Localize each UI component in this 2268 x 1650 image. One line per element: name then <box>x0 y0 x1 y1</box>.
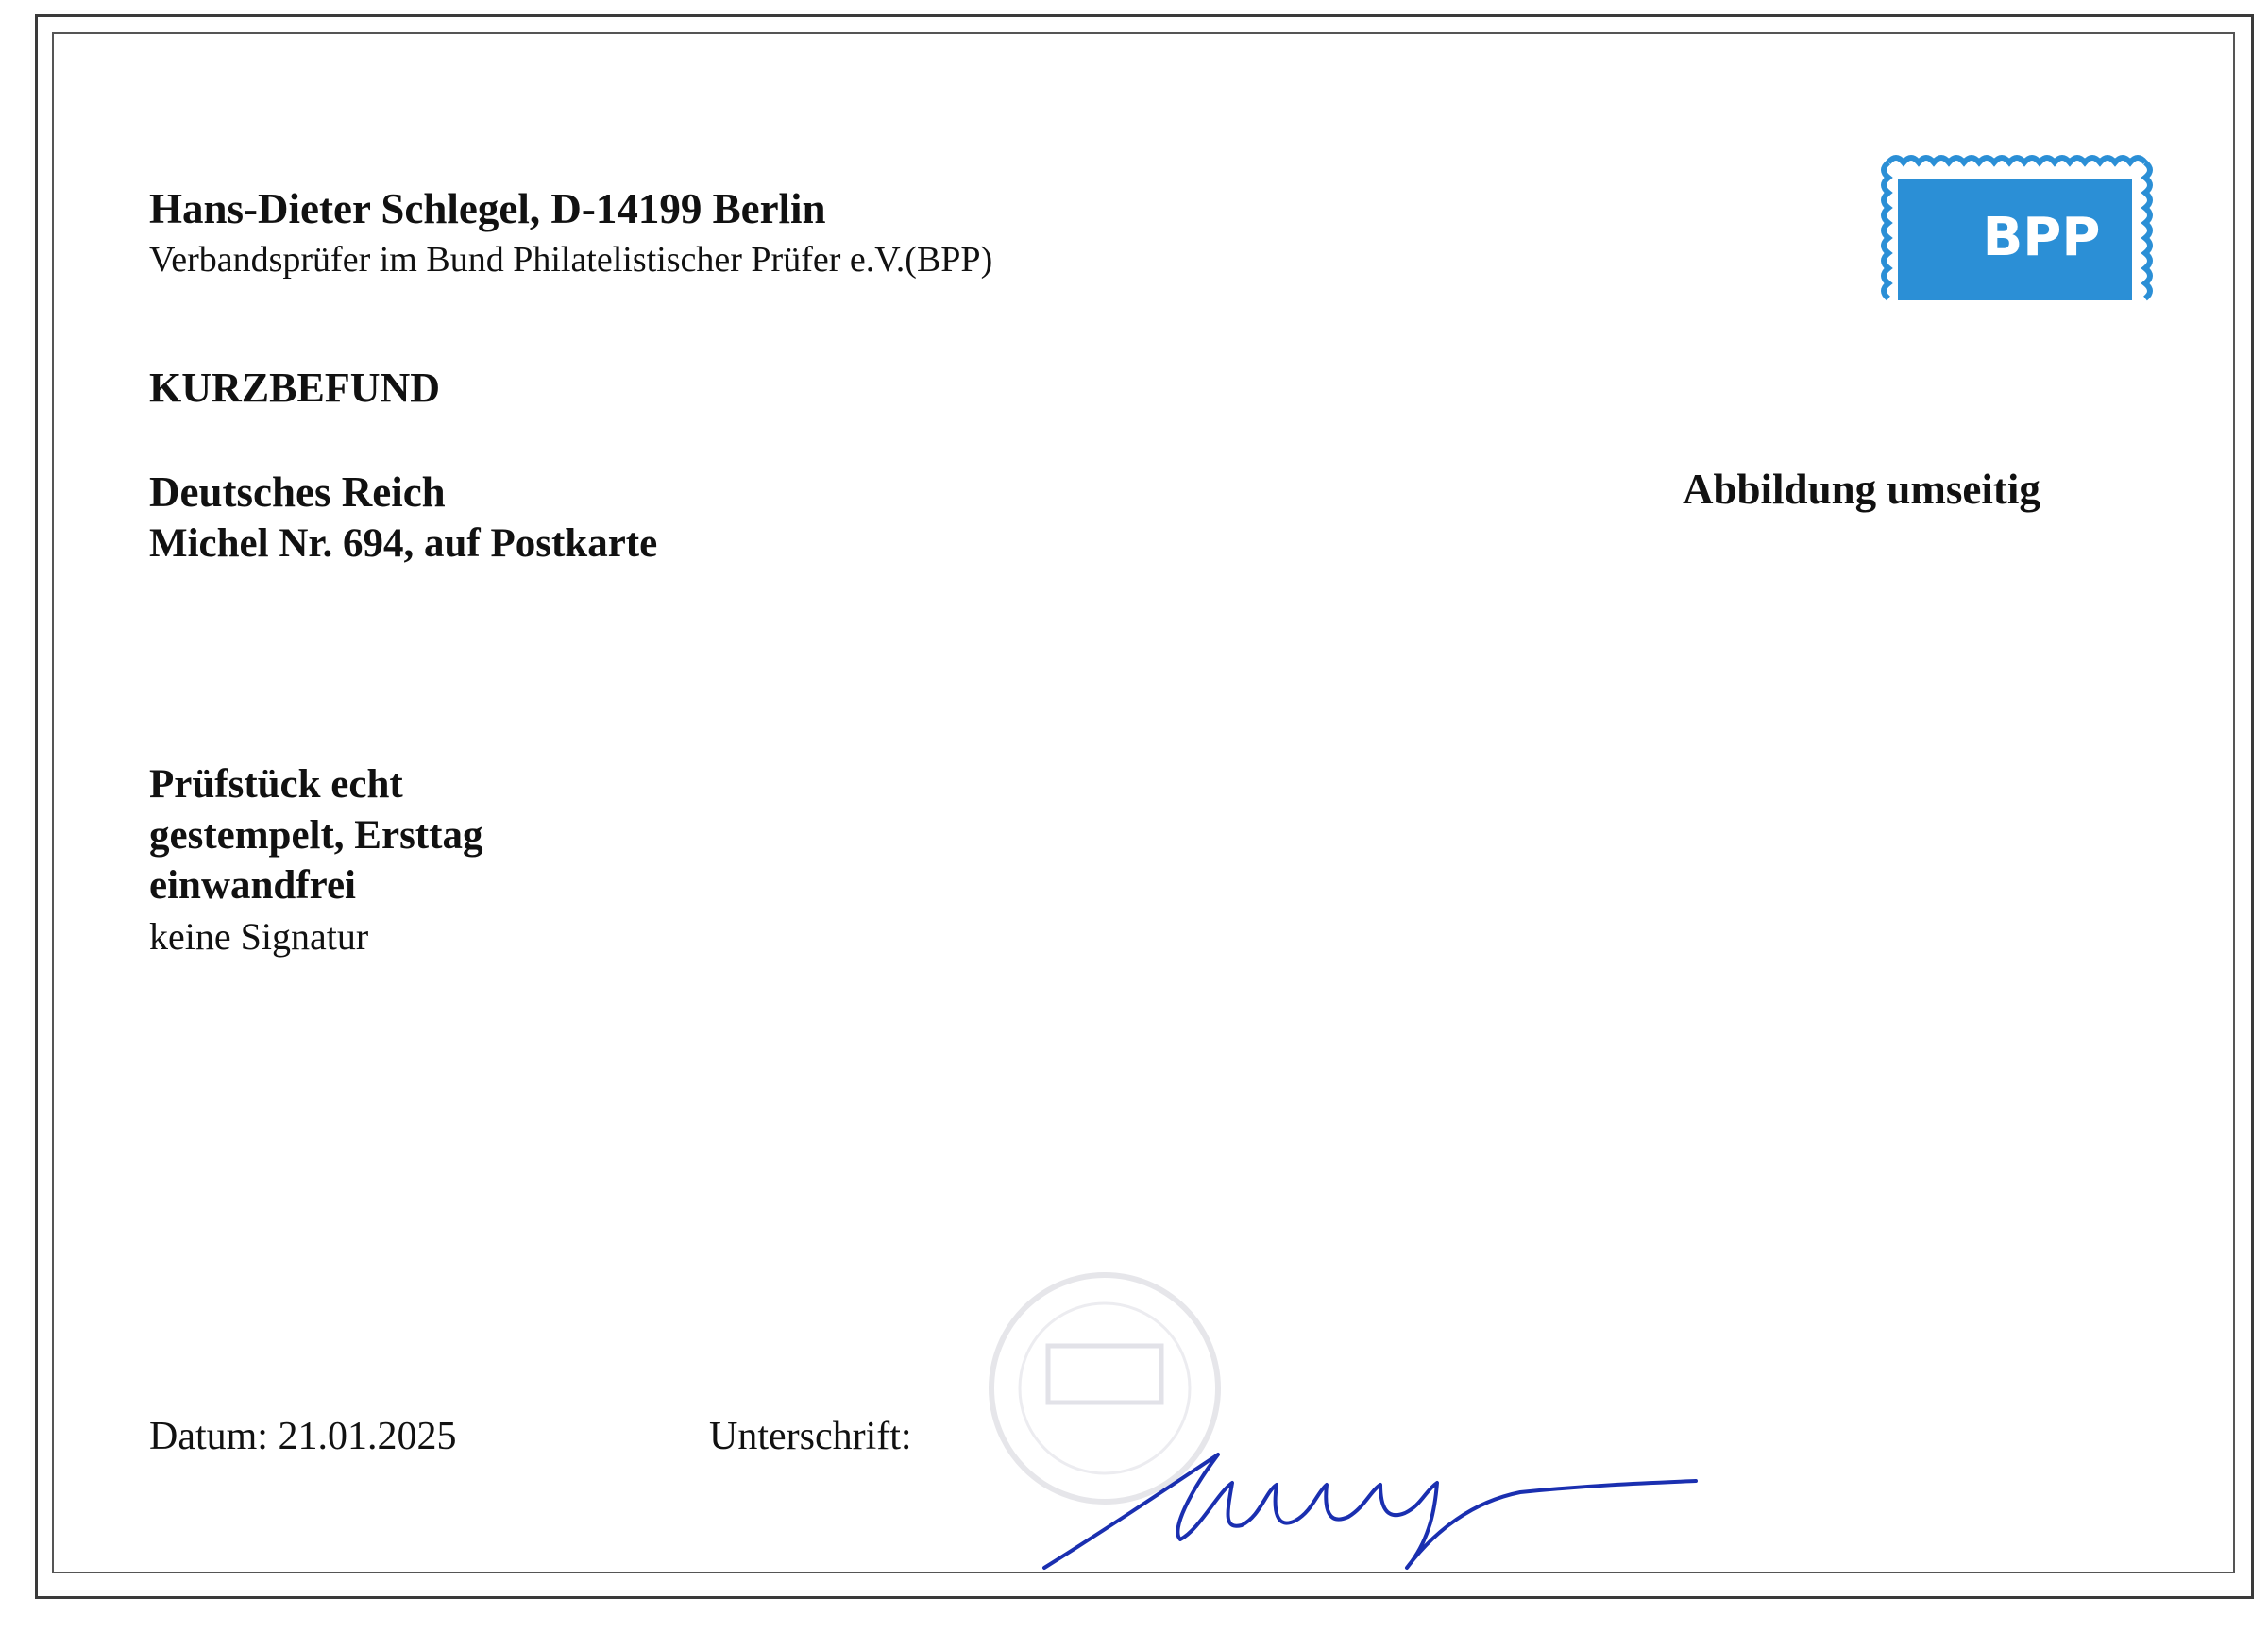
signature-label: Unterschrift: <box>709 1415 912 1458</box>
result-condition: einwandfrei <box>149 863 356 908</box>
examiner-name: Hans-Dieter Schlegel, D-14199 Berlin <box>149 185 826 232</box>
illustration-note: Abbildung umseitig <box>1683 466 2040 513</box>
bpp-logo <box>1879 151 2153 310</box>
certificate-date: Datum: 21.01.2025 <box>149 1415 457 1458</box>
bpp-logo-text: BPP <box>1982 207 2101 268</box>
document-type-heading: KURZBEFUND <box>149 365 441 411</box>
result-genuine: Prüfstück echt <box>149 762 403 807</box>
result-cancellation: gestempelt, Ersttag <box>149 813 483 858</box>
examiner-affiliation: Verbandsprüfer im Bund Philatelistischer Prüfer e.V.(BPP) <box>149 240 993 280</box>
handwritten-signature <box>1029 1426 1709 1596</box>
result-signature-note: keine Signatur <box>149 915 369 958</box>
item-country: Deutsches Reich <box>149 468 446 516</box>
item-catalog-number: Michel Nr. 694, auf Postkarte <box>149 521 658 566</box>
